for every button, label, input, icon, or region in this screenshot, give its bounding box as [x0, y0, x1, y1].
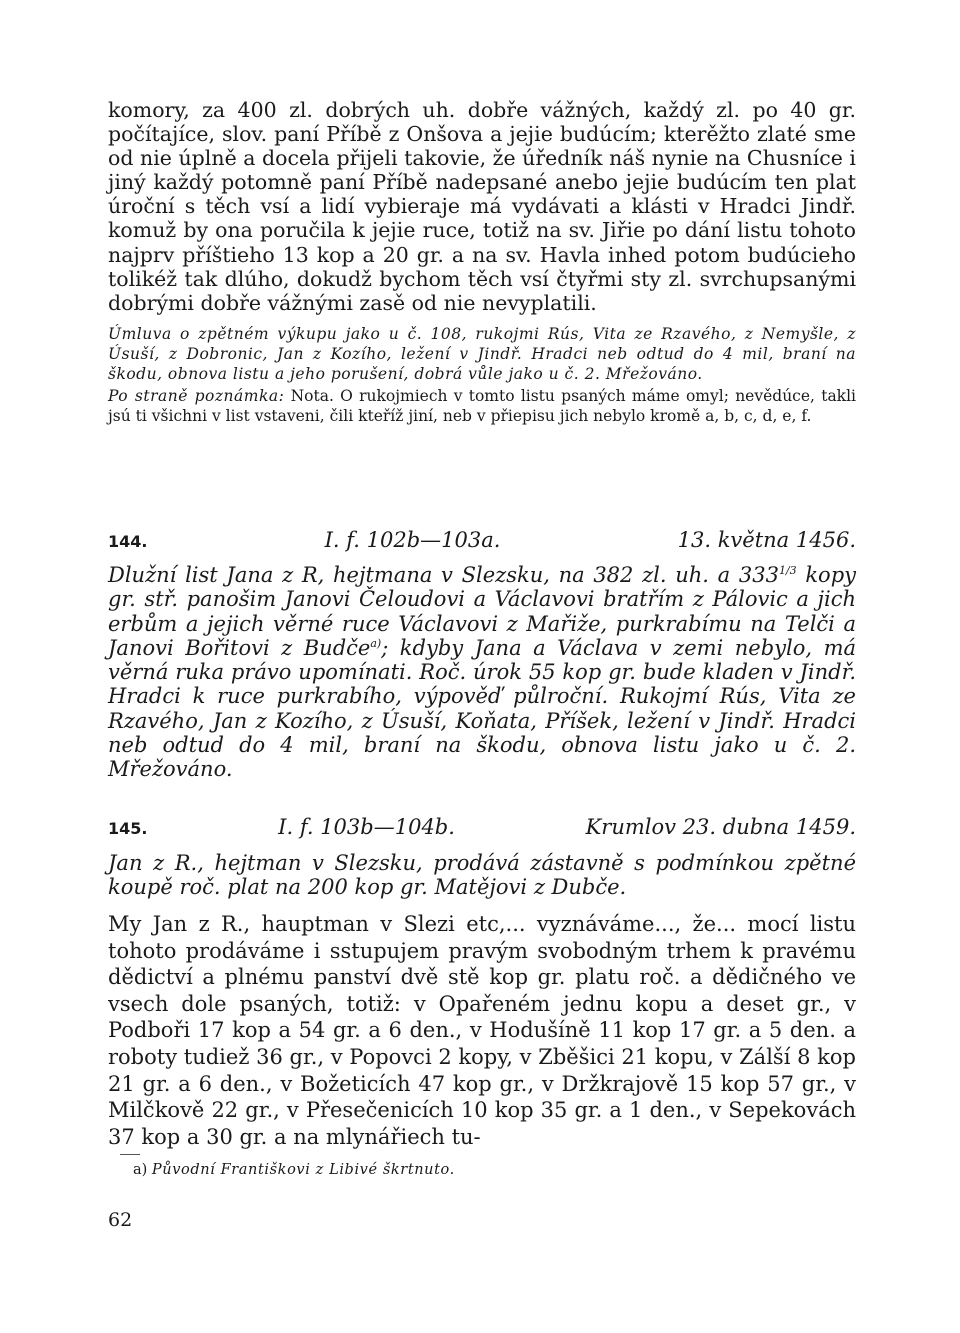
entry-folio: I. f. 103b—104b.: [278, 815, 455, 839]
entry-body-text: My Jan z R., hauptman v Slezi etc,... vyznáváme..., že... mocí listu tohoto prodáváme i sstupujem pravým svobodným trhem k pravému dědictví a plnému panství dvě stě kop gr. platu roč. a dědičného ve vsech dole psaných, totiž: v Opařeném jednu kopu a deset gr., v Podboři 17 kop a 54 gr. a 6 den., v Hodušíně 11 kop 17 gr. a 5 den. a roboty tudiež 36 gr., v Popovci 2 kopy, v Zběšici 21 kopu, v Zálší 8 kop 21 gr. a 6 den., v Božeticích 47 kop gr., v Držkrajově 15 kop 57 gr., v Milčkově 22 gr., v Přesečenicích 10 kop 35 gr. a 1 den., v Sepekovách 37 kop a 30 gr. a na mlynářiech tu-: [108, 912, 856, 1149]
entry-folio: I. f. 102b—103a.: [324, 528, 501, 552]
footnote-mark: a): [133, 1162, 148, 1178]
entry-number: 144.: [108, 532, 148, 551]
entry-date: Krumlov 23. dubna 1459.: [585, 815, 856, 839]
summary-part: kopy gr. stř. panošim Janovi Čeloudovi a Václavovi bratřím z Pálovic a jich erbům a jejich věrné ruce Václavovi z Mařiže, purkrabímu na Telči a Janovi Bořitovi z Budče: [108, 563, 857, 660]
margin-note-text: Nota. O rukojmiech v tomto listu psaných máme omyl; nevědúce, takli jsú ti všichni v list vstaveni, čili kteříž jiní, neb v přiepisu jich nebylo kromě a, b, c, d, e, f.: [108, 386, 856, 425]
editorial-note: [108, 324, 856, 384]
footnote-text: Původní Františkovi z Libivé škrtnuto.: [151, 1162, 455, 1178]
entry-145-summary: [108, 851, 856, 900]
summary-part: Dlužní list Jana z R, hejtmana v Slezsku, na 382 zl. uh. a 333: [108, 563, 779, 587]
footnote-divider: [120, 1154, 140, 1155]
entry-number: 145.: [108, 819, 148, 838]
entry-145-body: [108, 911, 856, 1150]
intro-paragraph: komory, za 400 zl. dobrých uh. dobře vážných, každý zl. po 40 gr. počítajíce, slov. paní Příbě z Onšova a jejie budúcím; kterěžto zlaté sme od nie úplně a docela přijeli takovie, že úředník náš nynie na Chusníce i jiný každý potomně paní Příbě nadepsané anebo jejie budúcím ten plat úroční s těch vsí a lidí vybieraje má vydávati a klásti v Hradci Jindř. komuž by ona poručila k jejie ruce, totiž na sv. Jiřie po dání listu tohoto najprv příštieho 13 kop a 20 gr. a na sv. Havla inhed potom budúcieho tolikéž tak dlúho, dokudž bychom těch vsí čtyřmi sty zl. svrchupsanými dobrými dobře vážnými zasě od nie nevyplatili.: [108, 98, 856, 315]
margin-note-label: Po straně poznámka:: [108, 386, 285, 405]
page-number: 62: [108, 1209, 133, 1231]
entry-summary: Jan z R., hejtman v Slezsku, prodává zástavně s podmínkou zpětné koupě roč. plat na 200 kop gr. Matějovi z Dubče.: [108, 851, 856, 900]
footnote: [133, 1162, 455, 1178]
summary-part: ; kdyby Jana a Václava v zemi nebylo, má věrná ruka právo upomínati. Roč. úrok 55 kop gr. bude kladen v Jindř. Hradci k ruce purkrabího, výpověď půlroční. Rukojmí Rús, Vita ze Rzavého, Jan z Kozího, z Úsuší, Koňata, Příšek, ležení v Jindř. Hradci neb odtud do 4 mil, braní na škodu, obnova listu jako u č. 2. Mřežováno.: [108, 635, 856, 782]
intro-section: [108, 98, 856, 426]
entry-summary: [108, 563, 856, 782]
entry-144-summary: [108, 563, 856, 782]
editorial-note-text: Úmluva o zpětném výkupu jako u č. 108, rukojmi Rús, Vita ze Rzavého, z Nemyšle, z Úsuší, z Dobronic, Jan z Kozího, ležení v Jindř. Hradci neb odtud do 4 mil, braní na škodu, obnova listu a jeho porušení, dobrá vůle jako u č. 2. Mřežováno.: [108, 324, 856, 383]
margin-note: [108, 386, 856, 426]
footnote-ref: a): [370, 636, 382, 650]
entry-144-heading: [108, 528, 856, 552]
fraction: 1/3: [778, 564, 797, 577]
entry-date: 13. května 1456.: [677, 528, 856, 552]
entry-145-heading: [108, 815, 856, 839]
